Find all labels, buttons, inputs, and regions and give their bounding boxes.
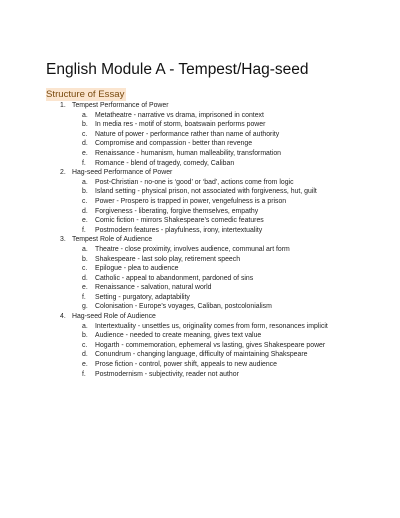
item-marker: f.: [82, 159, 86, 167]
outline-item: [0, 302, 400, 312]
item-text: Setting - purgatory, adaptability: [95, 293, 190, 301]
item-marker: d.: [82, 207, 88, 215]
item-text: Post-Christian - no-one is ‘good’ or ‘bad’, actions come from logic: [95, 178, 294, 186]
item-marker: f.: [82, 293, 86, 301]
item-marker: c.: [82, 341, 88, 349]
item-marker: e.: [82, 149, 88, 157]
outline-item: [0, 264, 400, 274]
item-marker: d.: [82, 351, 88, 359]
outline-item: [0, 149, 400, 159]
outline-item: [0, 350, 400, 360]
essay-outline: [0, 101, 400, 379]
outline-item: [0, 360, 400, 370]
item-text: Romance - blend of tragedy, comedy, Caliban: [95, 159, 235, 167]
outline-section: [0, 235, 400, 312]
item-marker: c.: [82, 265, 88, 273]
item-text: Intertextuality - unsettles us, originality comes from form, resonances implicit: [95, 322, 328, 330]
item-text: Nature of power - performance rather than name of authority: [95, 130, 280, 138]
section-heading-text: Hag-seed Performance of Power: [72, 169, 173, 177]
item-text: Metatheatre - narrative vs drama, imprisoned in context: [95, 111, 264, 119]
outline-item: [0, 226, 400, 236]
outline-item: [0, 274, 400, 284]
item-text: Theatre - close proximity, involves audience, communal art form: [95, 245, 290, 253]
item-text: In media res - motif of storm, boatswain performs power: [95, 121, 266, 129]
item-text: Postmodern features - playfulness, irony, intertextuality: [95, 226, 263, 234]
item-text: Renaissance - salvation, natural world: [95, 284, 212, 292]
outline-item: [0, 111, 400, 121]
section-heading: Structure of Essay: [46, 89, 125, 100]
item-marker: b.: [82, 121, 88, 129]
outline-item: [0, 216, 400, 226]
item-marker: e.: [82, 217, 88, 225]
item-text: Compromise and compassion - better than revenge: [95, 140, 253, 148]
item-marker: d.: [82, 274, 88, 282]
item-text: Postmodernism - subjectivity, reader not author: [95, 370, 239, 378]
section-heading-text: Hag-seed Role of Audience: [72, 313, 156, 321]
item-text: Catholic - appeal to abandonment, pardoned of sins: [95, 274, 254, 282]
item-marker: b.: [82, 188, 88, 196]
section-number: 2.: [60, 169, 66, 177]
outline-item: [0, 341, 400, 351]
section-number: 3.: [60, 236, 66, 244]
item-text: Conundrum - changing language, difficulty of maintaining Shakspeare: [95, 351, 308, 359]
item-marker: e.: [82, 361, 88, 369]
outline-item: [0, 178, 400, 188]
section-number: 1.: [60, 102, 66, 109]
item-text: Renaissance - humanism, human malleability, transformation: [95, 149, 281, 157]
item-text: Power - Prospero is trapped in power, vengefulness is a prison: [95, 197, 287, 205]
item-marker: c.: [82, 197, 88, 205]
item-text: Hogarth - commemoration, ephemeral vs lasting, gives Shakespeare power: [95, 341, 326, 349]
item-marker: g.: [82, 303, 88, 311]
item-text: Forgiveness - liberating, forgive themselves, empathy: [95, 207, 259, 215]
item-marker: a.: [82, 245, 88, 253]
item-marker: d.: [82, 140, 88, 148]
item-text: Shakespeare - last solo play, retirement speech: [95, 255, 241, 263]
outline-item: [0, 283, 400, 293]
outline-item: [0, 187, 400, 197]
outline-section: [0, 312, 400, 379]
outline-section-heading: [0, 168, 400, 178]
item-text: Colonisation - Europe’s voyages, Caliban, postcolonialism: [95, 303, 272, 311]
outline-item: [0, 370, 400, 380]
item-marker: e.: [82, 284, 88, 292]
outline-section: [0, 168, 400, 235]
outline-item: [0, 139, 400, 149]
section-heading-text: Tempest Role of Audience: [72, 236, 153, 244]
outline-item: [0, 120, 400, 130]
item-text: Epilogue - plea to audience: [95, 265, 179, 273]
outline-item: [0, 245, 400, 255]
item-marker: f.: [82, 370, 86, 378]
outline-item: [0, 207, 400, 217]
item-text: Prose fiction - control, power shift, appeals to new audience: [95, 361, 277, 369]
item-marker: a.: [82, 111, 88, 119]
document-title: English Module A - Tempest/Hag-seed: [46, 61, 309, 78]
item-text: Comic fiction - mirrors Shakespeare’s comedic features: [95, 217, 264, 225]
outline-item: [0, 293, 400, 303]
outline-section-heading: [0, 235, 400, 245]
section-number: 4.: [60, 313, 66, 321]
section-heading-text: Tempest Performance of Power: [72, 102, 169, 109]
outline-section-heading: [0, 312, 400, 322]
outline-item: [0, 255, 400, 265]
item-text: Audience - needed to create meaning, gives text value: [95, 332, 262, 340]
outline-item: [0, 331, 400, 341]
item-marker: a.: [82, 178, 88, 186]
outline-item: [0, 197, 400, 207]
item-marker: c.: [82, 130, 88, 138]
item-marker: b.: [82, 255, 88, 263]
outline-item: [0, 130, 400, 140]
item-text: Island setting - physical prison, not associated with forgiveness, hut, guilt: [95, 188, 317, 196]
item-marker: f.: [82, 226, 86, 234]
outline-item: [0, 322, 400, 332]
outline-section-heading: [0, 101, 400, 111]
item-marker: b.: [82, 332, 88, 340]
outline-item: [0, 159, 400, 169]
item-marker: a.: [82, 322, 88, 330]
outline-section: [0, 101, 400, 168]
